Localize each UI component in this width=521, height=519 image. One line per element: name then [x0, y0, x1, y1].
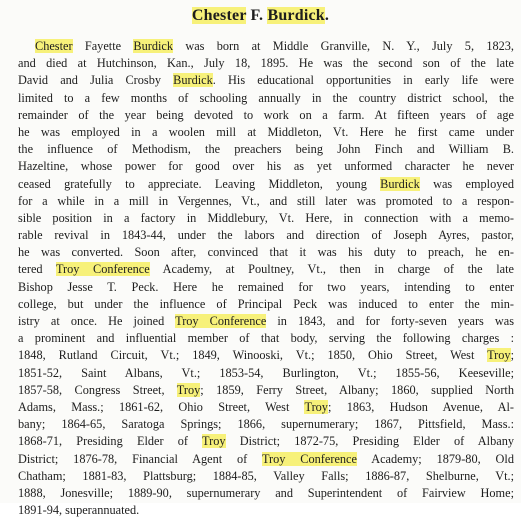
text-line: [18, 55, 514, 72]
line-segment: 1868-71, Presiding Elder of: [18, 434, 203, 449]
line-segment: bany; 1864-65, Saratoga Springs; 1866, supernumerary; 1867, Pittsfield, Mass.:: [18, 417, 514, 432]
line-segment: a prominent and influential member of that body, serving the following charges :: [18, 331, 514, 346]
highlight-troy-conference: Troy Conference: [175, 314, 267, 328]
line-segment: he was employed in a woolen mill at Middleton, Vt. Here he first came under: [18, 124, 514, 139]
line-segment: was born at Middle Granville, N. Y., July 5, 1823,: [173, 39, 514, 53]
line-segment: in 1843, and for forty-seven years was: [266, 314, 514, 328]
text-line: [18, 141, 514, 158]
line-segment: he was converted. Soon after, convinced that it was his duty to preach, he en-: [18, 245, 514, 260]
line-segment: 1851-52, Saint Albans, Vt.; 1853-54, Burlington, Vt.; 1855-56, Keeseville;: [18, 365, 514, 380]
text-line: [18, 124, 514, 141]
line-segment: limited to a few months of schooling annually in the country district school, the: [18, 90, 514, 105]
line-segment: remainder of the year being devoted to work on a farm. At fifteen years of age: [18, 107, 514, 122]
line-segment: Chatham; 1881-83, Plattsburg; 1884-85, Valley Falls; 1886-87, Shelburne, Vt.;: [18, 468, 514, 483]
text-line: [18, 313, 514, 330]
text-line: [18, 193, 514, 210]
text-line: [18, 38, 514, 55]
highlight-troy-conference: Troy Conference: [261, 451, 357, 466]
line-segment: David and Julia Crosby: [18, 73, 174, 88]
highlight-troy: Troy: [202, 434, 226, 449]
line-segment: ; 1863, Hudson Avenue, Al-: [327, 399, 514, 414]
text-line: [18, 279, 514, 296]
text-line: [18, 158, 514, 175]
line-segment: Fayette: [72, 39, 134, 53]
highlight-chester: Chester: [35, 39, 73, 53]
text-line: [18, 433, 514, 450]
text-line: [18, 416, 514, 433]
line-segment: . His educational opportunities in early life were: [212, 73, 514, 88]
line-segment: Hazeltine, whose power for good over his as yet unformed character he never: [18, 159, 514, 174]
title-highlight-chester: Chester: [191, 7, 247, 24]
line-segment: 1857-58, Congress Street,: [18, 382, 177, 397]
line-segment: 1891-94, superannuated.: [18, 503, 140, 518]
text-line: [18, 347, 514, 364]
line-segment: Academy, at Poultney, Vt., then in charge of the late: [149, 262, 514, 277]
text-line: [18, 468, 514, 485]
line-segment: Academy; 1879-80, Old: [356, 451, 514, 466]
highlight-troy: Troy: [176, 382, 201, 397]
text-line: [18, 261, 514, 278]
text-line: [18, 72, 514, 89]
text-line: [18, 107, 514, 124]
line-segment: the influence of Methodism, the preachers being John Finch and William B.: [18, 142, 514, 157]
line-segment: was employed: [419, 176, 514, 191]
text-line: [18, 365, 514, 382]
title-period: .: [324, 7, 330, 24]
title-highlight-burdick: Burdick: [267, 7, 325, 24]
line-segment: tered: [18, 262, 56, 277]
highlight-burdick: Burdick: [133, 39, 174, 53]
line-segment: 1848, Rutland Circuit, Vt.; 1849, Winooski, Vt.; 1850, Ohio Street, West: [18, 348, 488, 363]
highlight-troy: Troy: [304, 399, 328, 414]
article-body: [18, 38, 514, 519]
text-line: [18, 399, 514, 416]
text-line: [18, 176, 514, 193]
line-segment: ceased gratefully to appreciate. Leaving Middleton, young: [18, 176, 381, 191]
highlight-burdick: Burdick: [173, 73, 213, 88]
line-segment: istry at once. He joined: [18, 314, 176, 328]
line-segment: college, but under the influence of Principal Peck was induced to enter the min-: [18, 296, 514, 311]
text-line-last: [18, 502, 514, 519]
line-segment: and died at Hutchinson, Kan., July 18, 1895. He was the second son of the late: [18, 56, 514, 71]
text-line: [18, 330, 514, 347]
text-line: [18, 451, 514, 468]
line-segment: Adams, Mass.; 1861-62, Ohio Street, West: [18, 399, 305, 414]
highlight-troy-conference: Troy Conference: [55, 262, 150, 277]
line-segment: ; 1859, Ferry Street, Albany; 1860, supplied North: [200, 382, 514, 397]
line-segment: sible position in a factory in Middlebury, Vt. Here, in connection with a memo-: [18, 210, 514, 225]
line-segment: District; 1872-75, Presiding Elder of Albany: [225, 434, 514, 449]
line-segment: ;: [510, 348, 514, 363]
text-line: [18, 296, 514, 313]
text-line: [18, 382, 514, 399]
highlight-troy: Troy: [487, 348, 511, 363]
article-title: [0, 7, 521, 25]
text-line: [18, 485, 514, 502]
title-middle: F.: [246, 7, 268, 24]
text-line: [18, 210, 514, 227]
text-line: [18, 244, 514, 261]
text-line: [18, 90, 514, 107]
line-segment: rable revival in 1843-44, under the labors and direction of Joseph Ayres, pastor,: [18, 228, 514, 243]
text-line: [18, 227, 514, 244]
line-segment: for a while in a mill in Vergennes, Vt., and still later was promoted to a respon-: [18, 193, 514, 208]
line-segment: District; 1876-78, Financial Agent of: [18, 451, 262, 466]
line-segment: Bishop Jesse T. Peck. Here he remained for two years, intending to enter: [18, 279, 514, 294]
highlight-burdick: Burdick: [380, 176, 420, 191]
line-segment: 1888, Jonesville; 1889-90, supernumerary and Superintendent of Fairview Home;: [18, 485, 514, 500]
